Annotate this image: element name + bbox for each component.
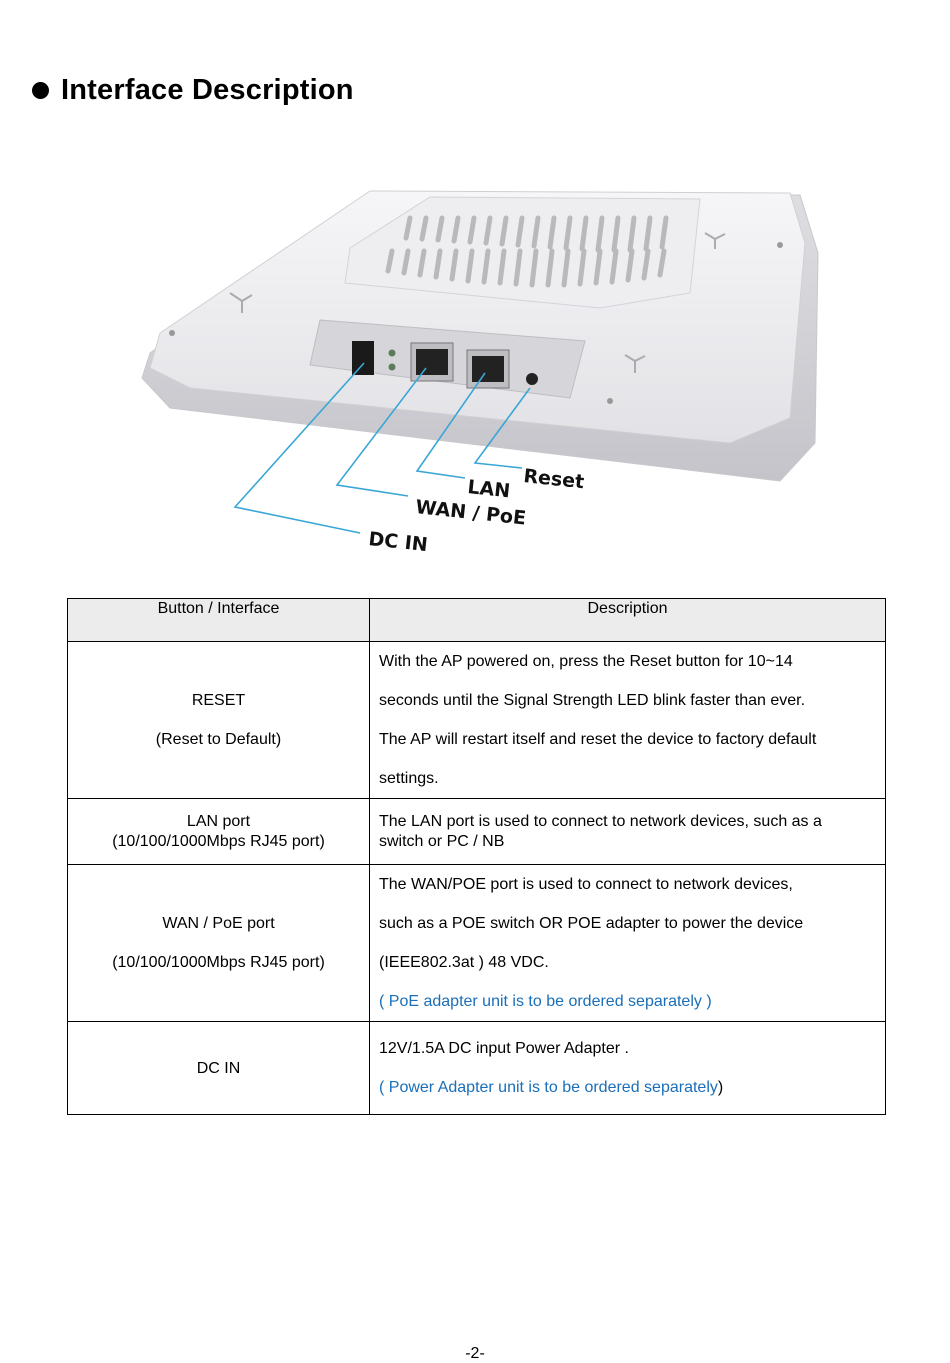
wan-poe-name-cell: WAN / PoE port (10/100/1000Mbps RJ45 port): [68, 865, 370, 1022]
access-point-figure: [130, 183, 850, 568]
section-heading: [32, 70, 354, 110]
table-header-row: [68, 599, 886, 642]
lan-description-cell: The LAN port is used to connect to network devices, such as a switch or PC / NB: [370, 799, 886, 865]
page-number: -2-: [465, 1345, 485, 1362]
lan-port: [467, 350, 509, 388]
dc-in-description-cell: 12V/1.5A DC input Power Adapter . ( Power Adapter unit is to be ordered separately): [370, 1022, 886, 1115]
header-description: Description: [370, 599, 886, 642]
header-button-interface: Button / Interface: [68, 599, 370, 642]
reset-description-cell: With the AP powered on, press the Reset button for 10~14 seconds until the Signal Strength LED blink faster than ever. The AP will restart itself and reset the device to factory default settings.: [370, 642, 886, 799]
reset-name-cell: RESET (Reset to Default): [68, 642, 370, 799]
table-row-wan-poe: [68, 865, 886, 1022]
lan-name-cell: LAN port (10/100/1000Mbps RJ45 port): [68, 799, 370, 865]
power-adapter-note: ( Power Adapter unit is to be ordered separately): [379, 1079, 724, 1096]
wan-poe-description-cell: The WAN/POE port is used to connect to network devices, such as a POE switch OR POE adapter to power the device (IEEE802.3at ) 48 VDC. ( PoE adapter unit is to be ordered separately ): [370, 865, 886, 1022]
wan-poe-port: [411, 343, 453, 381]
poe-adapter-note: ( PoE adapter unit is to be ordered separately ): [379, 993, 712, 1010]
wan-poe-label: WAN / PoE: [414, 496, 528, 530]
device-body: [142, 191, 818, 481]
dc-in-jack: [352, 341, 374, 375]
dc-in-label: DC IN: [367, 528, 429, 557]
bullet-icon: [32, 82, 49, 99]
dc-in-name-cell: DC IN: [68, 1022, 370, 1115]
table-row-lan: [68, 799, 886, 865]
table-row-dc-in: [68, 1022, 886, 1115]
interface-table: [67, 598, 886, 1115]
page-title: Interface Description: [61, 73, 354, 106]
reset-label: Reset: [522, 465, 586, 494]
lan-label: LAN: [466, 476, 512, 503]
table-row-reset: [68, 642, 886, 799]
reset-button-hole: [526, 373, 538, 385]
